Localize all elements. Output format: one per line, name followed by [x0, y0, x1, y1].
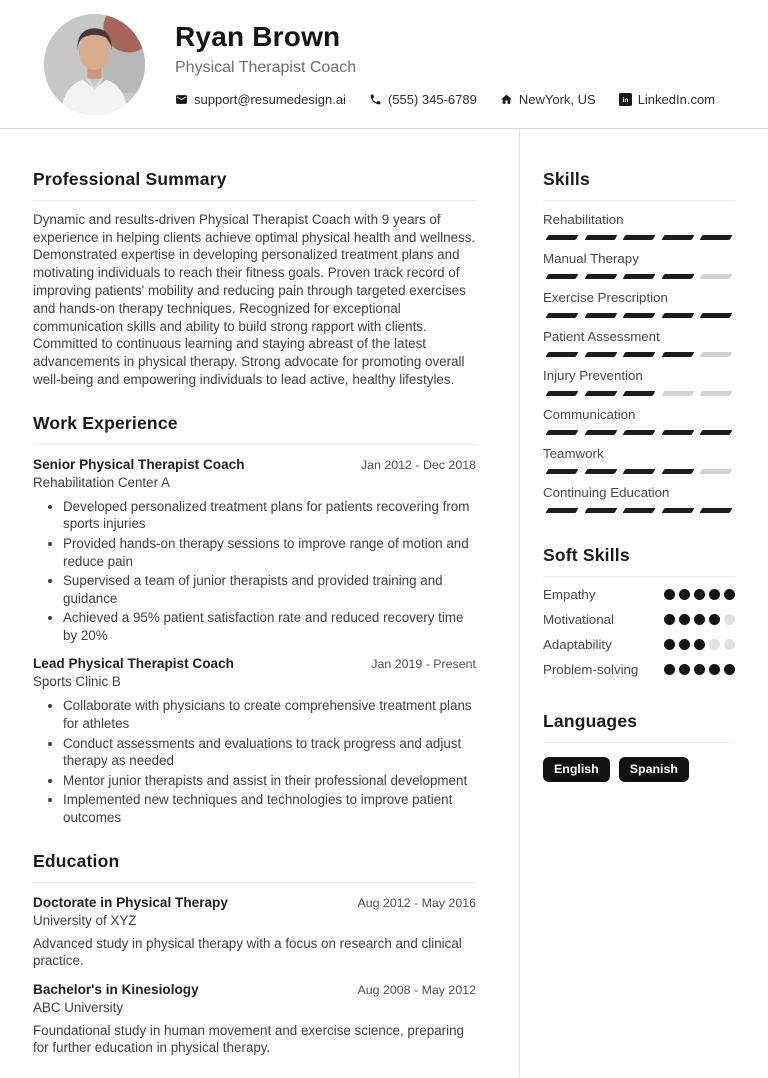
contact-phone[interactable]	[369, 92, 477, 107]
job-bullet: • Collaborate with physicians to create comprehensive treatment plans for athletes	[63, 697, 476, 732]
soft-skill-dot	[709, 664, 720, 675]
skill-name: Communication	[543, 406, 636, 422]
profile-photo-illustration	[44, 14, 145, 115]
soft-skills-heading: Soft Skills	[543, 545, 735, 577]
school-name: ABC University	[33, 999, 124, 1015]
resume-header	[0, 0, 768, 129]
languages-heading: Languages	[543, 711, 735, 743]
contact-phone-text: (555) 345-6789	[387, 91, 477, 107]
soft-skill-dot	[724, 614, 735, 625]
skill-bar-segment	[623, 430, 655, 435]
skill-item	[543, 290, 735, 318]
soft-skill-dots	[664, 664, 735, 675]
skills-heading: Skills	[543, 169, 735, 201]
contact-row	[175, 92, 715, 107]
job-bullet: • Implemented new techniques and technologies to improve patient outcomes	[63, 791, 476, 826]
soft-skill-item	[543, 637, 735, 652]
skill-level-bar	[543, 469, 735, 474]
main-column	[0, 129, 520, 1077]
skill-level-bar	[543, 313, 735, 318]
job-bullet: • Developed personalized treatment plans for patients recovering from sports injuries	[63, 498, 476, 533]
job-bullet: • Supervised a team of junior therapists and provided training and guidance	[63, 572, 476, 607]
skill-name: Manual Therapy	[543, 250, 639, 266]
skill-name: Injury Prevention	[543, 367, 643, 383]
skill-item	[543, 329, 735, 357]
skill-bar-segment	[700, 235, 732, 240]
linkedin-icon	[619, 93, 632, 106]
soft-skill-name: Adaptability	[543, 636, 612, 652]
education-description: Foundational study in human movement and exercise science, preparing for further education in physical therapy.	[33, 1022, 464, 1056]
contact-linkedin-text: LinkedIn.com	[637, 91, 716, 107]
skill-item	[543, 368, 735, 396]
soft-skill-dot	[664, 639, 675, 650]
skill-bar-segment	[700, 313, 732, 318]
language-pill: Spanish	[619, 757, 689, 782]
soft-skill-item	[543, 612, 735, 627]
sidebar-column	[520, 129, 768, 1077]
section-languages	[543, 711, 735, 782]
contact-location-text: NewYork, US	[518, 91, 596, 107]
skill-bar-segment	[584, 430, 616, 435]
skill-bar-segment	[700, 274, 732, 279]
job-bullets	[33, 697, 476, 826]
summary-text: Dynamic and results-driven Physical Therapist Coach with 9 years of experience in helping clients achieve optimal physical health and wellness. Demonstrated expertise in developing personalized treatment plans and motivating individuals to reach their fitness goals. Proven track record of improving patients' mobility and reducing pain through targeted exercises and hands-on therapy techniques. Recognized for exceptional communication skills and ability to build strong rapport with clients. Committed to continuous learning and staying abreast of the latest advancements in physical therapy. Strong advocate for promoting overall well-being and empowering individuals to lead active, healthy lifestyles.	[33, 211, 476, 388]
skill-bar-segment	[623, 391, 655, 396]
contact-linkedin[interactable]	[619, 92, 715, 107]
soft-skill-dot	[664, 664, 675, 675]
skill-bar-segment	[700, 391, 732, 396]
skill-name: Teamwork	[543, 445, 604, 461]
job-company: Rehabilitation Center A	[33, 474, 170, 490]
job-header	[33, 656, 476, 671]
skill-level-bar	[543, 274, 735, 279]
skill-bar-segment	[546, 430, 578, 435]
job-header	[33, 457, 476, 472]
soft-skill-item	[543, 662, 735, 677]
soft-skill-dot	[664, 614, 675, 625]
skill-bar-segment	[584, 274, 616, 279]
job-dates: Jan 2019 - Present	[371, 657, 476, 672]
skills-list	[543, 212, 735, 513]
skill-level-bar	[543, 430, 735, 435]
education-entry	[33, 982, 476, 1057]
soft-skill-dot	[724, 639, 735, 650]
email-icon	[175, 93, 188, 106]
job-bullet: • Conduct assessments and evaluations to track progress and adjust therapy as needed	[63, 735, 476, 770]
skill-bar-segment	[584, 352, 616, 357]
school-name: University of XYZ	[33, 912, 137, 928]
skill-bar-segment	[700, 508, 732, 513]
skill-bar-segment	[661, 508, 693, 513]
contact-location	[500, 92, 596, 107]
skill-bar-segment	[623, 313, 655, 318]
soft-skill-dot	[679, 664, 690, 675]
candidate-name: Ryan Brown	[175, 21, 341, 52]
education-dates: Aug 2008 - May 2012	[357, 982, 476, 997]
soft-skill-dots	[664, 639, 735, 650]
skill-level-bar	[543, 235, 735, 240]
candidate-title: Physical Therapist Coach	[175, 58, 357, 76]
header-identity	[175, 22, 715, 107]
profile-photo	[44, 14, 145, 115]
education-dates: Aug 2012 - May 2016	[357, 895, 476, 910]
education-description: Advanced study in physical therapy with a focus on research and clinical practice.	[33, 935, 462, 969]
education-entry	[33, 895, 476, 970]
skill-item	[543, 407, 735, 435]
degree-title: Doctorate in Physical Therapy	[33, 894, 228, 910]
education-heading: Education	[33, 851, 476, 883]
skill-bar-segment	[546, 274, 578, 279]
skill-bar-segment	[623, 274, 655, 279]
skill-item	[543, 485, 735, 513]
skill-bar-segment	[661, 391, 693, 396]
section-education	[33, 851, 476, 1057]
skill-bar-segment	[584, 391, 616, 396]
soft-skill-dot	[724, 589, 735, 600]
location-icon	[500, 93, 513, 106]
languages-list	[543, 757, 735, 782]
section-skills	[543, 169, 735, 513]
skill-bar-segment	[546, 352, 578, 357]
contact-email[interactable]	[175, 92, 346, 107]
soft-skill-dot	[709, 589, 720, 600]
contact-email-text: support@resumedesign.ai	[194, 91, 346, 107]
skill-bar-segment	[623, 469, 655, 474]
job-bullet: • Provided hands-on therapy sessions to improve range of motion and reduce pain	[63, 535, 476, 570]
soft-skill-dot	[679, 614, 690, 625]
degree-title: Bachelor's in Kinesiology	[33, 981, 199, 997]
language-pill: English	[543, 757, 610, 782]
skill-bar-segment	[584, 313, 616, 318]
skill-bar-segment	[623, 235, 655, 240]
skill-level-bar	[543, 508, 735, 513]
section-work-experience	[33, 413, 476, 827]
job-bullets	[33, 498, 476, 645]
section-professional-summary	[33, 169, 476, 389]
job-entry	[33, 457, 476, 645]
skill-name: Exercise Prescription	[543, 289, 668, 305]
skill-level-bar	[543, 352, 735, 357]
education-list	[33, 895, 476, 1057]
soft-skill-dot	[694, 589, 705, 600]
soft-skill-dots	[664, 589, 735, 600]
skill-bar-segment	[584, 508, 616, 513]
soft-skill-dot	[709, 614, 720, 625]
soft-skill-name: Motivational	[543, 611, 614, 627]
skill-bar-segment	[700, 352, 732, 357]
soft-skill-dot	[694, 664, 705, 675]
skill-bar-segment	[546, 469, 578, 474]
soft-skill-dot	[694, 614, 705, 625]
education-header	[33, 895, 476, 910]
job-bullet: • Achieved a 95% patient satisfaction rate and reduced recovery time by 20%	[63, 609, 476, 644]
skill-item	[543, 251, 735, 279]
skill-bar-segment	[661, 469, 693, 474]
skill-bar-segment	[546, 235, 578, 240]
jobs-list	[33, 457, 476, 827]
soft-skill-name: Problem-solving	[543, 661, 639, 677]
skill-bar-segment	[700, 469, 732, 474]
phone-icon	[369, 93, 382, 106]
skill-bar-segment	[623, 508, 655, 513]
skill-bar-segment	[661, 430, 693, 435]
skill-bar-segment	[584, 469, 616, 474]
soft-skill-dot	[709, 639, 720, 650]
soft-skill-dot	[694, 639, 705, 650]
skill-name: Rehabilitation	[543, 211, 624, 227]
soft-skill-dot	[664, 589, 675, 600]
skill-item	[543, 446, 735, 474]
job-title: Senior Physical Therapist Coach	[33, 456, 245, 472]
education-header	[33, 982, 476, 997]
soft-skill-dot	[679, 589, 690, 600]
skill-bar-segment	[546, 391, 578, 396]
skill-item	[543, 212, 735, 240]
skill-bar-segment	[623, 352, 655, 357]
skill-bar-segment	[661, 235, 693, 240]
work-experience-heading: Work Experience	[33, 413, 476, 445]
soft-skill-dot	[724, 664, 735, 675]
soft-skills-list	[543, 587, 735, 677]
svg-text:in: in	[622, 97, 629, 105]
job-company: Sports Clinic B	[33, 674, 121, 690]
skill-bar-segment	[700, 430, 732, 435]
section-soft-skills	[543, 545, 735, 677]
job-entry	[33, 656, 476, 826]
job-title: Lead Physical Therapist Coach	[33, 656, 234, 672]
skill-bar-segment	[661, 274, 693, 279]
job-bullet: • Mentor junior therapists and assist in their professional development	[63, 772, 476, 790]
soft-skill-name: Empathy	[543, 586, 596, 602]
skill-bar-segment	[546, 508, 578, 513]
soft-skill-item	[543, 587, 735, 602]
soft-skill-dot	[679, 639, 690, 650]
skill-name: Patient Assessment	[543, 328, 660, 344]
skill-level-bar	[543, 391, 735, 396]
soft-skill-dots	[664, 614, 735, 625]
skill-bar-segment	[661, 352, 693, 357]
job-dates: Jan 2012 - Dec 2018	[360, 457, 476, 472]
skill-bar-segment	[584, 235, 616, 240]
skill-name: Continuing Education	[543, 484, 670, 500]
skill-bar-segment	[661, 313, 693, 318]
skill-bar-segment	[546, 313, 578, 318]
resume-body	[0, 129, 768, 1077]
professional-summary-heading: Professional Summary	[33, 169, 476, 201]
